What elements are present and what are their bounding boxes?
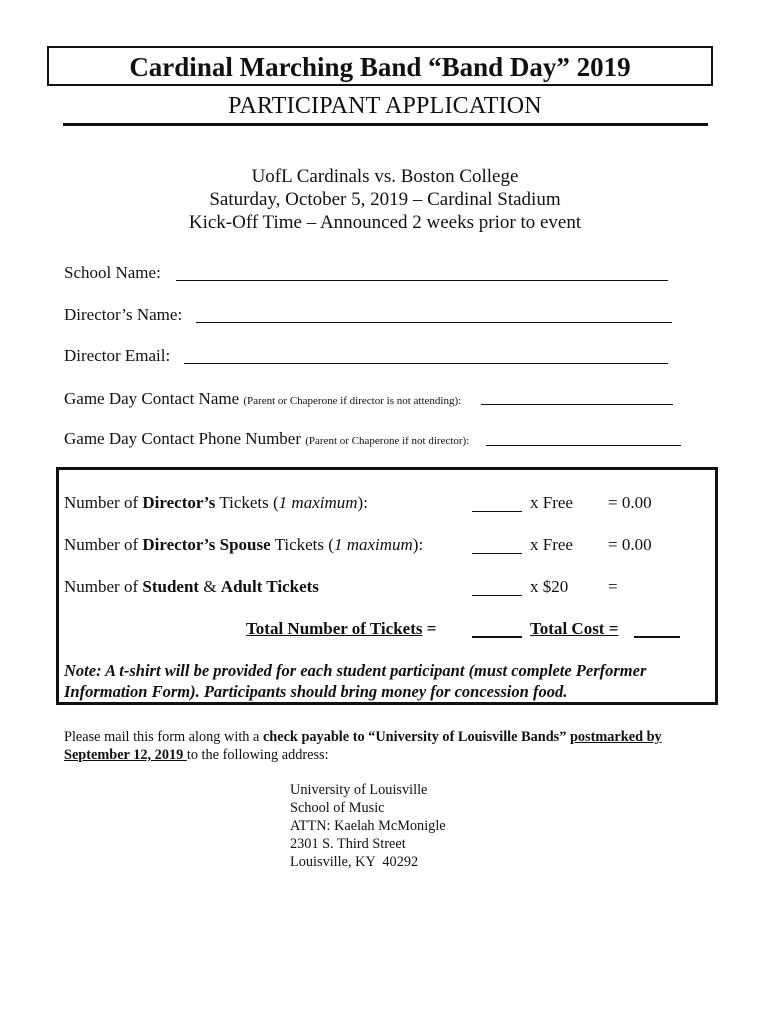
contact-name-field[interactable] [481, 404, 673, 405]
student-adult-tickets-total: = [608, 577, 618, 596]
mail-part5: to the following address: [186, 747, 329, 763]
row1-bold: Director’s [142, 493, 216, 512]
director-email-label: Director Email: [64, 346, 171, 365]
document-subtitle: PARTICIPANT APPLICATION [228, 93, 542, 119]
row3-prefix: Number of [64, 577, 143, 596]
contact-name-note: (Parent or Chaperone if director is not attending): [243, 395, 462, 407]
director-name-label: Director’s Name: [64, 305, 183, 324]
total-cost-label [530, 619, 618, 639]
total-cost-text: Total Cost = [530, 619, 619, 638]
row2-mid: Tickets ( [270, 535, 334, 554]
mail-part1: Please mail this form along with a [64, 729, 263, 745]
director-name-field[interactable] [196, 322, 672, 323]
contact-phone-note: (Parent or Chaperone if not director): [305, 435, 470, 447]
address-line5: Louisville, KY 40292 [290, 854, 419, 870]
spouse-tickets-label [64, 535, 423, 555]
total-tickets-eq: = [422, 619, 437, 638]
school-name-field[interactable] [176, 280, 668, 281]
mail-postmark-deadline: postmarked by September 12, 2019 [64, 729, 662, 763]
address-line1: University of Louisville [290, 782, 428, 798]
row3-bold2: Adult Tickets [220, 577, 319, 596]
address-line2: School of Music [290, 800, 385, 816]
row1-word: maximum [287, 493, 358, 512]
contact-phone-field[interactable] [486, 445, 681, 446]
mailing-address [290, 781, 446, 871]
address-line4: 2301 S. Third Street [290, 836, 406, 852]
event-date-venue: Saturday, October 5, 2019 – Cardinal Stadium [209, 189, 561, 210]
directors-tickets-total: = 0.00 [608, 493, 652, 512]
spouse-tickets-price: x Free [530, 535, 573, 554]
total-tickets-field[interactable] [472, 636, 522, 638]
contact-name-label [64, 389, 461, 411]
student-adult-tickets-label [64, 577, 319, 597]
address-line3: ATTN: Kaelah McMonigle [290, 818, 446, 834]
event-matchup: UofL Cardinals vs. Boston College [251, 166, 519, 187]
mail-check-payable: check payable to “University of Louisville Bands” [262, 729, 567, 745]
total-cost-field[interactable] [634, 636, 680, 638]
mail-instructions [64, 728, 724, 764]
contact-name-text: Game Day Contact Name [64, 389, 240, 408]
row1-mid: Tickets ( [215, 493, 279, 512]
spouse-tickets-total: = 0.00 [608, 535, 652, 554]
directors-tickets-price: x Free [530, 493, 573, 512]
row3-bold: Student [142, 577, 200, 596]
row3-amp: & [199, 577, 221, 596]
total-tickets-label [246, 619, 436, 639]
tshirt-note: Note: A t-shirt will be provided for each student participant (must complete Performer Information Form). Participants should bring money for concession food. [64, 661, 647, 701]
row2-bold: Director’s Spouse [142, 535, 271, 554]
directors-tickets-qty[interactable] [472, 511, 522, 512]
contact-phone-text: Game Day Contact Phone Number [64, 429, 301, 448]
total-tickets-text: Total Number of Tickets [246, 619, 423, 638]
school-name-label: School Name: [64, 263, 161, 282]
header-divider [63, 123, 708, 126]
row1-suffix: ): [357, 493, 368, 512]
contact-phone-label [64, 429, 469, 451]
directors-tickets-label [64, 493, 368, 513]
student-adult-tickets-qty[interactable] [472, 595, 522, 596]
student-adult-tickets-price: x $20 [530, 577, 569, 596]
row1-prefix: Number of [64, 493, 143, 512]
row2-suffix: ): [412, 535, 424, 554]
row2-word: maximum [342, 535, 413, 554]
row2-num: 1 [333, 535, 343, 554]
spouse-tickets-qty[interactable] [472, 553, 522, 554]
event-kickoff: Kick-Off Time – Announced 2 weeks prior to event [188, 212, 582, 233]
row1-num: 1 [278, 493, 288, 512]
director-email-field[interactable] [184, 363, 668, 364]
document-title: Cardinal Marching Band “Band Day” 2019 [47, 46, 713, 86]
row2-prefix: Number of [64, 535, 143, 554]
